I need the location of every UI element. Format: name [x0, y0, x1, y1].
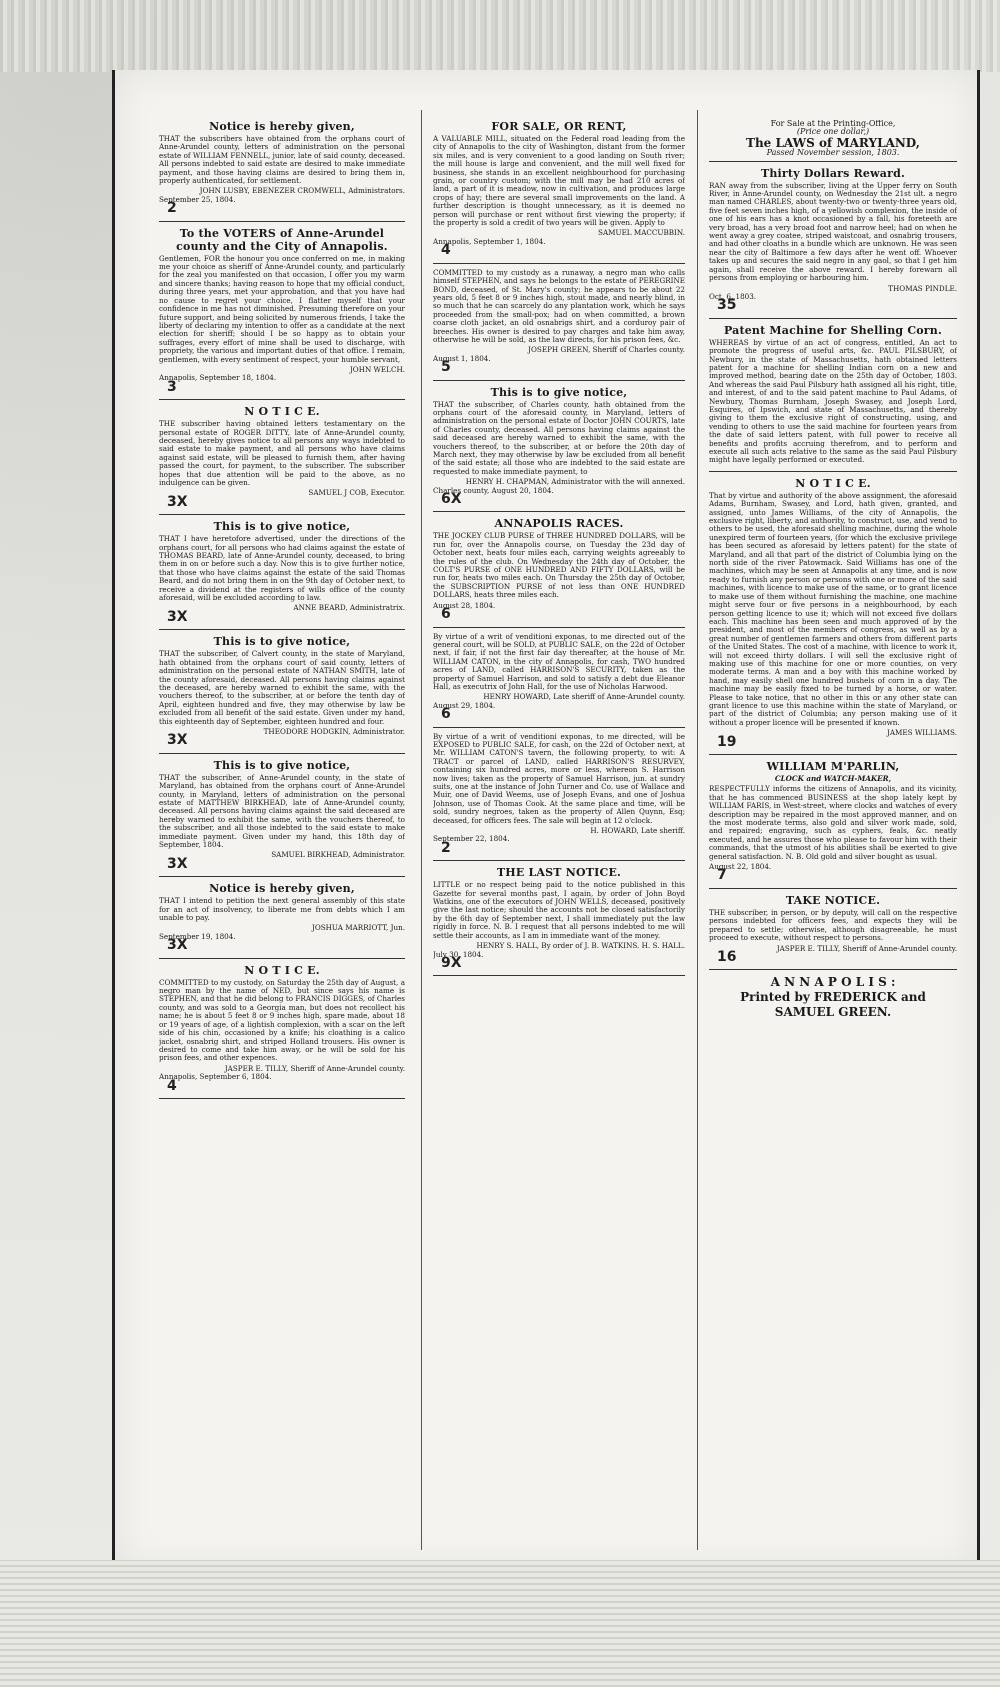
advertisement	[433, 386, 685, 506]
ad-signature: JOSEPH GREEN, Sheriff of Charles county.	[528, 345, 685, 355]
column-1	[159, 120, 405, 1550]
ad-date: Annapolis, September 1, 1804.	[433, 236, 546, 246]
ad-body: THE subscriber, in person, or by deputy, will call on the respective persons indebted for officers fees, and expects they will be prepared to settle; otherwise, although disagreeable, he must proceed to execute, without respect to persons.	[709, 907, 957, 943]
column-rule-2	[697, 110, 698, 1550]
separator	[159, 629, 405, 630]
advertisement	[159, 964, 405, 1092]
ad-signature: H. HOWARD, Late sheriff.	[590, 826, 685, 836]
ad-date: September 19, 1804.	[159, 931, 236, 941]
ad-body: THE subscriber having obtained letters testamentary on the personal estate of ROGER DITTY, late of Anne-Arundel county, deceased, hereby gives notice to all persons any ways indebted to said estate to make payment, and all persons who have claims against said estate, will be pleased to furnish them, after having passed the court, for payment, to the subscriber. The subscriber hopes that due attention will be paid to the above, as no indulgence can be given.	[159, 419, 405, 487]
ad-title: This is to give notice,	[490, 385, 628, 399]
ad-body: COMMITTED to my custody, on Saturday the 25th day of August, a negro man by the name of NED, but since says his name is STEPHEN, and that he did belong to FRANCIS DIGGES, of Charles county, and was sold to a Georgia man, but does not recollect his name; he is about 5 feet 8 or 9 inches high, spare made, about 18 or 19 years of age, of a lightish complexion, with a scar on the left side of his chin, occasioned by a knife; his cloathing is a calico jacket, osnabrig shirt, and striped Holland trousers. His owner is desired to come and take him away, or he will be sold for his prison fees, and other expences.	[159, 977, 405, 1063]
separator	[159, 876, 405, 877]
ad-title: This is to give notice,	[213, 520, 351, 534]
handwritten-mark: 4	[167, 1077, 177, 1094]
column-3-ads	[709, 167, 957, 971]
ad-date: September 22, 1804.	[433, 834, 510, 844]
advertisement	[159, 635, 405, 749]
laws-session: Passed November session, 1803.	[766, 148, 900, 158]
handwritten-mark: 2	[167, 200, 177, 217]
ad-signature: JOHN WELCH.	[349, 364, 405, 374]
separator	[709, 888, 957, 889]
ad-signature: JAMES WILLIAMS.	[886, 728, 957, 738]
separator	[433, 380, 685, 381]
advertisement	[159, 227, 405, 394]
ad-title: To the VOTERS of Anne-Arundel county and the City of Annapolis.	[176, 226, 388, 253]
ad-date: Annapolis, September 6, 1804.	[159, 1072, 272, 1082]
colophon-printer: Printed by FREDERICK and SAMUEL GREEN.	[740, 990, 926, 1020]
ad-signature: THEODORE HODGKIN, Administrator.	[263, 726, 405, 736]
ad-signature: THOMAS PINDLE.	[888, 283, 957, 293]
ad-date: Charles county, August 20, 1804.	[433, 485, 554, 495]
ad-date: August 22, 1804.	[709, 862, 772, 872]
ad-date: July 30, 1804.	[433, 949, 484, 959]
handwritten-mark: 16	[717, 948, 737, 965]
separator	[709, 754, 957, 755]
ad-signature: HENRY HOWARD, Late sheriff of Anne-Arundel county.	[483, 692, 685, 702]
advertisement	[709, 324, 957, 465]
column-2	[433, 120, 685, 1550]
laws-price: (Price one dollar,)	[796, 127, 870, 137]
advertisement	[159, 882, 405, 954]
ad-body: THAT the subscriber, of Anne-Arundel county, in the state of Maryland, has obtained from the orphans court of Anne-Arundel county, in Maryland, letters of administration on the personal estate of MATTHEW BIRKHEAD, late of Anne-Arundel county, deceased. All persons having claims against the said deceased are hereby warned to exhibit the same, with the vouchers thereof, to the subscriber, and all those indebted to the said estate to make immediate payment. Given under my hand, this 18th day of September, 1804.	[159, 772, 405, 849]
ad-body: That by virtue and authority of the above assignment, the aforesaid Adams, Burnham, Swasey, and Lord, hath given, granted, and assigned, unto James Williams, of the city of Annapolis, the exclusive right, liberty, and authority, to construct, use, and vend to others to be used, the aforesaid shelling machine, during the whole unexpired term of fourteen years, (for which the exclusive privilege has been secured as aforesaid by letters patent) for the state of Maryland, and all that part of the district of Columbia lying on the north side of the river Patowmack. Said Williams has one of the machines, which may be seen at Annapolis at any time, and is now ready to furnish any person or persons with one or more of the said machines, with licence to make use of the same, or to grant licence to make use of them without furnishing the machine, one machine might serve four or five persons in a neighbourhood, by each person getting licence to use it; which will not exceed five dollars each. This machine has been seen and much approved of by the president, and most of the members of congress, as well as by a great number of gentlemen farmers and others from different parts of the United States. The cost of a machine, with licence to work it, will not exceed thirty dollars. I will sell the exclusive right of making use of this machine for one or more counties, on very moderate terms. A man and a boy with this machine worked by hand, may easily shell one hundred bushels of corn in a day. The machine may be easily fixed to be turned by a horse, or water. Please to take notice, that no other in this or any other state can grant licence to use this machine within the state of Maryland, or part of the district of Columbia; any person making use of it without a proper licence will be presented if known.	[709, 490, 957, 727]
advertisement	[709, 894, 957, 963]
ad-body: Gentlemen, FOR the honour you once conferred on me, in making me your choice as sheriff of Anne-Arundel county, and particularly for the zeal you manifested on that occasion, I offer you my warm and sincere thanks; having reason to hope that my official conduct, during three years, met your approbation, and that you have had no cause to regret your choice, I flatter myself that your confidence in me has not diminished. Presuming therefore on your future support, and being solicited by numerous friends, I take the liberty of declaring my intention to offer as a candidate at the next election for sheriff; should I be so happy as to obtain your suffrages, every effort of mine shall be used to discharge, with propriety, the various and important duties of that office. I remain, gentlemen, with every sentiment of respect, your humble servant,	[159, 253, 405, 364]
ad-signature: JASPER E. TILLY, Sheriff of Anne-Arundel county.	[224, 1063, 405, 1073]
handwritten-mark: 4	[441, 242, 451, 259]
newspaper-page	[112, 70, 980, 1570]
ad-title: TAKE NOTICE.	[785, 893, 881, 907]
separator	[159, 399, 405, 400]
ad-date: August 29, 1804.	[433, 700, 496, 710]
handwritten-mark: 3X	[167, 937, 188, 954]
colophon	[709, 975, 957, 1020]
handwritten-mark: 6X	[441, 491, 462, 508]
ad-title: Patent Machine for Shelling Corn.	[723, 323, 943, 337]
ad-title: N O T I C E.	[795, 476, 871, 490]
ad-body: RESPECTFULLY informs the citizens of Annapolis, and its vicinity, that he has commenced BUSINESS at the shop lately kept by WILLIAM FARIS, in West-street, where clocks and watches of every description may be repaired in the most approved manner, and on the most moderate terms, also gold and silver work made, sold, and repaired; engraving, such as cyphers, feals, &c. neatly executed, and he assures those who please to favour him with their commands, that the utmost of his abilities shall be exerted to give general satisfaction. N. B. Old gold and silver bought as usual.	[709, 784, 957, 861]
advertisement	[433, 269, 685, 374]
advertisement	[709, 760, 957, 882]
ad-body: THAT I have heretofore advertised, under the directions of the orphans court, for all persons who had claims against the estate of THOMAS BEARD, late of Anne-Arundel county, deceased, to bring them in on or before such a day. Now this is to give further notice, that those who have claims against the estate of the said Thomas Beard, and do not bring them in on the 9th day of October next, to receive a dividend at the registers of wills office of the county aforesaid, will be excluded according to law.	[159, 534, 405, 603]
ad-body: THAT the subscriber, of Charles county, hath obtained from the orphans court of the aforesaid county, in Maryland, letters of administration on the personal estate of Doctor JOHN COURTS, late of Charles county, deceased. All persons having claims against the said deceased are hereby warned to exhibit the same, with the vouchers thereof, to the subscriber, at or before the 20th day of March next, they may otherwise by law be excluded from all benefit of the said estate; all those who are indebted to the said estate are requested to make immediate payment, to	[433, 399, 685, 476]
advertisement	[433, 120, 685, 257]
ad-body: By virtue of a writ of venditioni exponas, to me directed, will be EXPOSED to PUBLIC SALE, for cash, on the 22d of October next, at Mr. WILLIAM CATON'S tavern, the following property, to wit: A TRACT or parcel of LAND, called HARRISON'S RESURVEY, containing six hundred acres, more or less, whereon S. Harrison now lives; taken as the property of Samuel Harrison, jun. at sundry suits, one at the instance of John Turner and Co. use of Wallace and Muir, one of David Weems, use of Joseph Evans, and one of Joshua Johnson, use of Thomas Cook. At the same place and time, will be sold, sundry negroes, taken as the property of Allen Quynn, Esq; deceased, for officers fees. The sale will begin at 12 o'clock.	[433, 731, 685, 825]
advertisement	[433, 866, 685, 969]
separator	[433, 627, 685, 628]
handwritten-mark: 7	[717, 867, 727, 884]
ad-signature: JOHN LUSBY, EBENEZER CROMWELL, Administrators.	[199, 186, 405, 196]
separator	[159, 221, 405, 222]
handwritten-mark: 9X	[441, 954, 462, 971]
ad-title: N O T I C E.	[244, 963, 320, 977]
ad-title: N O T I C E.	[244, 405, 320, 419]
advertisement	[159, 120, 405, 215]
separator	[709, 471, 957, 472]
separator	[433, 975, 685, 976]
scan-bottom-edge	[0, 1560, 1000, 1687]
handwritten-mark: 5	[441, 359, 451, 376]
separator	[433, 511, 685, 512]
ad-body: RAN away from the subscriber, living at the Upper ferry on South River, in Anne-Arundel county, on Wednesday the 21st ult. a negro man named CHARLES, about twenty-two or twenty-three years old, five feet seven inches high, of a yellowish complexion, the inside of one of his ears has a knot occasioned by a fall, his foreteeth are very broad, has a very broad foot and narrow heel; had on when he went away a grey coatee, striped waistcoat, and osnabrig trousers, and had other cloaths in a bundle which are unknown. He was seen near the city of Baltimore a few days after he went off. Whoever takes up and secures the said negro in any gaol, so that I get him again, shall receive the above reward. I hereby forewarn all persons from employing or harbouring him.	[709, 180, 957, 283]
ad-title: This is to give notice,	[213, 635, 351, 649]
handwritten-mark: 19	[717, 733, 737, 750]
handwritten-mark: 6	[441, 606, 451, 623]
advertisement	[709, 167, 957, 312]
ad-date: August 1, 1804.	[433, 353, 491, 363]
scan-top-edge	[0, 0, 1000, 72]
handwritten-mark: 3X	[167, 732, 188, 749]
ad-title: Notice is hereby given,	[209, 120, 355, 133]
ad-title: Notice is hereby given,	[209, 882, 355, 896]
separator	[709, 318, 957, 319]
ad-body: THAT I intend to petition the next general assembly of this state for an act of insolvency, to liberate me from debts which I am unable to pay.	[159, 896, 405, 923]
advertisement	[709, 477, 957, 748]
laws-sale-line: For Sale at the Printing-Office,	[770, 120, 896, 128]
ad-date: Oct. 6, 1803.	[709, 291, 757, 301]
ad-body: By virtue of a writ of venditioni exponas, to me directed out of the general court, will be SOLD, at PUBLIC SALE, on the 22d of October next, if fair, if not the first fair day thereafter, at the house of Mr. WILLIAM CATON, in the city of Annapolis, for cash, TWO hundred acres of LAND, called HARRISON'S SECURITY, taken as the property of Samuel Harrison, and sold to satisfy a debt due Eleanor Hall, as executrix of John Hall, for the use of Nicholas Harwood.	[433, 631, 685, 691]
separator	[159, 753, 405, 754]
separator	[433, 727, 685, 728]
ad-signature: JASPER E. TILLY, Sheriff of Anne-Arundel county.	[776, 943, 957, 953]
ad-body: WHEREAS by virtue of an act of congress, entitled, An act to promote the progress of useful arts, &c. PAUL PILSBURY, of Newbury, in the state of Massachusetts, hath obtained letters patent for a machine for shelling Indian corn on a new and improved method, bearing date on the 25th day of October, 1803. And whereas the said Paul Pilsbury hath assigned all his right, title, and interest, of and to the said patent machine to Paul Adams, of Newbury, Thomas Burnham, Joseph Swasey, and Joseph Lord, Esquires, of Ipswich, and state of Massachusetts, and thereby giving to them the exclusive right of constructing, using, and vending to others to use the said machine for fourteen years from the date of said letters patent, with full power to receive all benefits and profits accruing therefrom, and to perform and execute all such acts relative to the same as the said Paul Pilsbury might have legally performed or executed.	[709, 337, 957, 465]
ad-body: COMMITTED to my custody as a runaway, a negro man who calls himself STEPHEN, and says he belongs to the estate of PEREGRINE BOND, deceased, of St. Mary's county; he appears to be about 22 years old, 5 feet 8 or 9 inches high, stout made, and nearly blind, in so much that he can scarcely do any plantation work, which he says proceeded from the small-pox; had on when committed, a brown coarse cloth jacket, an old osnabrigs shirt, and a corduroy pair of breeches. His owner is desired to pay charges and take him away, otherwise he will be sold, as the law directs, for his prison fees, &c.	[433, 267, 685, 344]
ad-signature: ANNE BEARD, Administratrix.	[293, 603, 405, 613]
advertisement	[159, 520, 405, 623]
ad-signature: HENRY H. CHAPMAN, Administrator with the will annexed.	[465, 477, 685, 487]
ad-signature: SAMUEL MACCUBBIN.	[598, 228, 685, 238]
ad-body: THE JOCKEY CLUB PURSE of THREE HUNDRED DOLLARS, will be run for, over the Annapolis course, on Tuesday the 23d day of October next, heats four miles each, carrying weights agreeably to the rules of the club. On Wednesday the 24th day of October, the COLT'S PURSE of ONE HUNDRED AND FIFTY DOLLARS, will be run for, heats two miles each. On Thursday the 25th day of October, the SUBSCRIPTION PURSE of not less than ONE HUNDRED DOLLARS, heats three miles each.	[433, 531, 685, 600]
ad-title: Thirty Dollars Reward.	[760, 166, 906, 180]
handwritten-mark: 3	[167, 378, 177, 395]
handwritten-mark: 35	[717, 297, 737, 314]
advertisement	[433, 517, 685, 623]
advertisement	[159, 405, 405, 508]
column-3	[709, 120, 957, 1550]
ad-title: THE LAST NOTICE.	[496, 866, 622, 880]
colophon-place: A N N A P O L I S :	[770, 975, 896, 990]
ad-subtitle: CLOCK and WATCH-MAKER,	[774, 774, 892, 783]
advertisement	[159, 759, 405, 870]
laws-title: The LAWS of MARYLAND,	[746, 135, 920, 150]
column-rule-1	[421, 110, 422, 1550]
ad-signature: SAMUEL BIRKHEAD, Administrator.	[271, 850, 405, 860]
separator	[709, 161, 957, 162]
handwritten-mark: 3X	[167, 855, 188, 872]
ad-title: ANNAPOLIS RACES.	[494, 517, 624, 531]
handwritten-mark: 3X	[167, 608, 188, 625]
separator	[433, 860, 685, 861]
ad-body: THAT the subscribers have obtained from the orphans court of Anne-Arundel county, letters of administration on the personal estate of WILLIAM FENNELL, junior, late of said county, deceased. All persons indebted to said estate are desired to make immediate payment, and those having claims are desired to bring them in, properly authenticated, for settlement.	[159, 134, 405, 186]
ad-body: THAT the subscriber, of Calvert county, in the state of Maryland, hath obtained from the orphans court of said county, letters of administration on the personal estate of NATHAN SMITH, late of the county aforesaid, deceased. All persons having claims against the deceased, are hereby warned to exhibit the same, with the vouchers thereof, to the subscriber, at or before the tenth day of April, eighteen hundred and five, they may otherwise by law be excluded from all benefit of the said estate. Given under my hand, this eighteenth day of September, eighteen hundred and four.	[159, 649, 405, 726]
separator	[433, 263, 685, 264]
ad-date: September 25, 1804.	[159, 194, 236, 204]
separator	[709, 969, 957, 970]
ad-signature: SAMUEL J COB, Executor.	[308, 488, 405, 498]
ad-title: This is to give notice,	[213, 758, 351, 772]
ad-signature: JOSHUA MARRIOTT, Jun.	[311, 923, 405, 933]
handwritten-mark: 2	[441, 839, 451, 856]
ad-body: A VALUABLE MILL, situated on the Federal road leading from the city of Annapolis to the city of Washington, distant from the former six miles, and is very convenient to a good landing on South river; the mill house is large and convenient, and the mill well fixed for business, she stands in an excellent neighbourhood for purchasing grain, or country custom; with the mill may be had 210 acres of land, a part of it is meadow, now in cultivation, and produces large crops of hay; there are several small improvements on the land. A further description is thought unnecessary, as it is deemed no person will purchase or rent without first viewing the property; if the property is sold a credit of two years will be given. Apply to	[433, 134, 685, 228]
advertisement	[433, 633, 685, 721]
handwritten-mark: 6	[441, 706, 451, 723]
ad-signature: HENRY S. HALL, By order of J. B. WATKINS. H. S. HALL.	[476, 941, 685, 951]
ad-title: FOR SALE, OR RENT,	[491, 120, 627, 133]
ad-body: LITTLE or no respect being paid to the notice published in this Gazette for several months past, I again, by order of John Boyd Watkins, one of the executors of JOHN WELLS, deceased, positively give the last notice; should the accounts not be closed satisfactorily by the 6th day of September next, I shall immediately put the law rigidly in force. N. B. I request that all persons indebted to me will settle their accounts, as I am in immediate want of the money.	[433, 880, 685, 940]
separator	[159, 514, 405, 515]
ad-date: August 28, 1804.	[433, 600, 496, 610]
ad-date: Annapolis, September 18, 1804.	[159, 373, 277, 383]
separator	[159, 958, 405, 959]
separator	[159, 1098, 405, 1099]
advertisement	[433, 733, 685, 855]
handwritten-mark: 3X	[167, 493, 188, 510]
ad-title: WILLIAM M'PARLIN,	[766, 760, 900, 773]
